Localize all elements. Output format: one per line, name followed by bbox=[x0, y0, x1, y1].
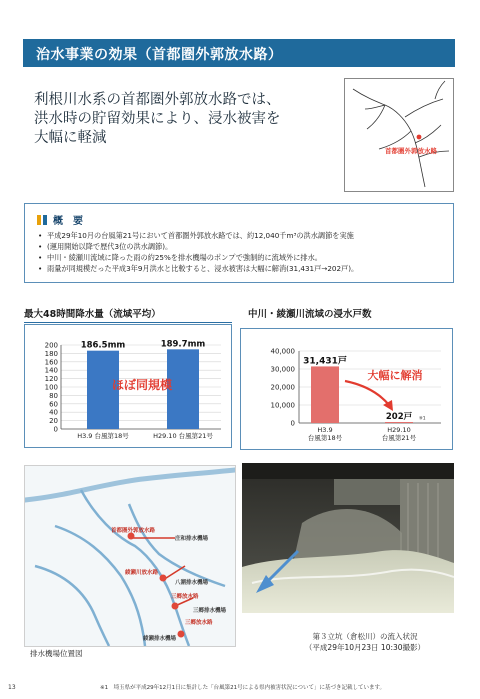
map-label: 八潮排水機場 bbox=[175, 580, 209, 586]
y-tick-label: 100 bbox=[44, 383, 58, 392]
tunnel-caption-line: （平成29年10月23日 10:30撮影） bbox=[304, 643, 426, 652]
page-title: 治水事業の効果（首都圏外郭放水路） bbox=[36, 47, 283, 63]
y-tick-label: 0 bbox=[53, 425, 58, 434]
y-tick-label: 40,000 bbox=[270, 347, 295, 356]
map-label: 三郷放水路 bbox=[185, 620, 213, 626]
y-tick-label: 180 bbox=[44, 349, 58, 358]
lead-line: 利根川水系の首都圏外郭放水路では、 bbox=[34, 92, 281, 108]
left-chart-title: 最大48時間降水量（流域平均） bbox=[24, 306, 232, 323]
pumping-station-map bbox=[24, 465, 236, 647]
data-label: 186.5mm bbox=[80, 340, 126, 351]
y-tick-label: 160 bbox=[44, 358, 58, 367]
page-number: 13 bbox=[8, 684, 16, 691]
rainfall-chart-panel bbox=[24, 324, 232, 448]
data-label: 31,431戸 bbox=[303, 356, 347, 367]
tunnel-caption-line: 第３立坑（倉松川）の流入状況 bbox=[312, 632, 418, 641]
map-label: 三郷放水路 bbox=[171, 594, 199, 600]
summary-heading-text: 概 要 bbox=[53, 216, 83, 227]
pumping-station-marker-icon bbox=[160, 575, 167, 582]
y-tick-label: 30,000 bbox=[270, 365, 295, 374]
x-tick-label: H29.10 bbox=[387, 426, 411, 434]
heading-accent-icon bbox=[43, 215, 47, 225]
mini-map-label: 首都圏外郭放水路 bbox=[385, 147, 437, 155]
footnote: ※1 埼玉県が平成29年12月1日に集計した「台風第21号による県内被害状況について」に基づき記載しています。 bbox=[100, 685, 386, 691]
pumping-station-marker-icon bbox=[172, 603, 179, 610]
river-map-graphic bbox=[345, 79, 453, 191]
summary-bullet: • 平成29年10月の台風第21号において首都圏外郭放水路では、約12,040千m³の洪水調節を実施 bbox=[38, 230, 448, 241]
tunnel-inflow-photo bbox=[242, 463, 454, 613]
y-tick-label: 20,000 bbox=[270, 383, 295, 392]
x-tick-label: H3.9 台風第18号 bbox=[77, 432, 129, 440]
chart-annotation: 大幅に解消 bbox=[367, 369, 423, 382]
x-tick-label: H29.10 台風第21号 bbox=[153, 432, 213, 440]
map-label: 庄和排水機場 bbox=[175, 536, 209, 542]
y-tick-label: 0 bbox=[290, 419, 295, 428]
pumping-station-map-graphic bbox=[25, 466, 235, 646]
location-marker-icon bbox=[417, 135, 422, 140]
x-tick-label: H3.9 bbox=[317, 426, 333, 434]
tunnel-photo-caption bbox=[270, 631, 460, 653]
chart-annotation: ほぼ同規模 bbox=[111, 378, 173, 392]
decrease-arrow-icon bbox=[345, 381, 389, 405]
summary-bullet: • 中川・綾瀬川流域に降った雨の約25%を排水機場のポンプで強制的に流域外に排水。 bbox=[38, 252, 448, 263]
location-mini-map bbox=[344, 78, 454, 192]
right-chart-title: 中川・綾瀬川流域の浸水戸数 bbox=[248, 309, 372, 320]
tunnel-photo-graphic bbox=[242, 463, 454, 613]
lead-line: 大幅に軽減 bbox=[34, 130, 107, 146]
y-tick-label: 200 bbox=[44, 341, 58, 350]
y-tick-label: 20 bbox=[49, 417, 58, 426]
map-caption: 排水機場位置図 bbox=[30, 649, 83, 658]
pumping-station-marker-icon bbox=[178, 631, 185, 638]
rainfall-chart bbox=[25, 325, 233, 449]
summary-bullet: • (運用開始以降で歴代3位の洪水調節)。 bbox=[38, 241, 448, 252]
map-label: 綾瀬川放水路 bbox=[125, 570, 159, 576]
data-label: 202戸 bbox=[385, 412, 413, 422]
x-tick-sublabel: 台風第18号 bbox=[307, 434, 343, 442]
y-tick-label: 60 bbox=[49, 400, 58, 409]
heading-accent-icon bbox=[37, 215, 41, 225]
summary-bullet: • 雨量が同規模だった平成3年9月洪水と比較すると、浸水被害は大幅に解消(31,431戸→202戸)。 bbox=[38, 263, 448, 274]
summary-heading bbox=[37, 212, 83, 227]
y-tick-label: 10,000 bbox=[270, 401, 295, 410]
y-tick-label: 140 bbox=[44, 366, 58, 375]
map-label: 首都圏外郭放水路 bbox=[111, 528, 156, 534]
data-label: 189.7mm bbox=[160, 339, 206, 350]
data-label-note: ※1 bbox=[419, 416, 426, 422]
y-tick-label: 80 bbox=[49, 391, 58, 400]
flood-households-chart-panel bbox=[240, 328, 453, 450]
lead-line: 洪水時の貯留効果により、浸水被害を bbox=[34, 111, 281, 127]
y-tick-label: 40 bbox=[49, 408, 58, 417]
households-bar bbox=[311, 366, 339, 423]
households-bar bbox=[385, 422, 413, 423]
map-label: 三郷排水機場 bbox=[193, 608, 227, 614]
lead-text bbox=[34, 91, 330, 148]
x-tick-sublabel: 台風第21号 bbox=[381, 434, 417, 442]
y-tick-label: 120 bbox=[44, 375, 58, 384]
summary-bullets bbox=[38, 230, 448, 274]
map-label: 綾瀬排水機場 bbox=[143, 636, 177, 642]
flood-households-chart bbox=[241, 329, 454, 451]
